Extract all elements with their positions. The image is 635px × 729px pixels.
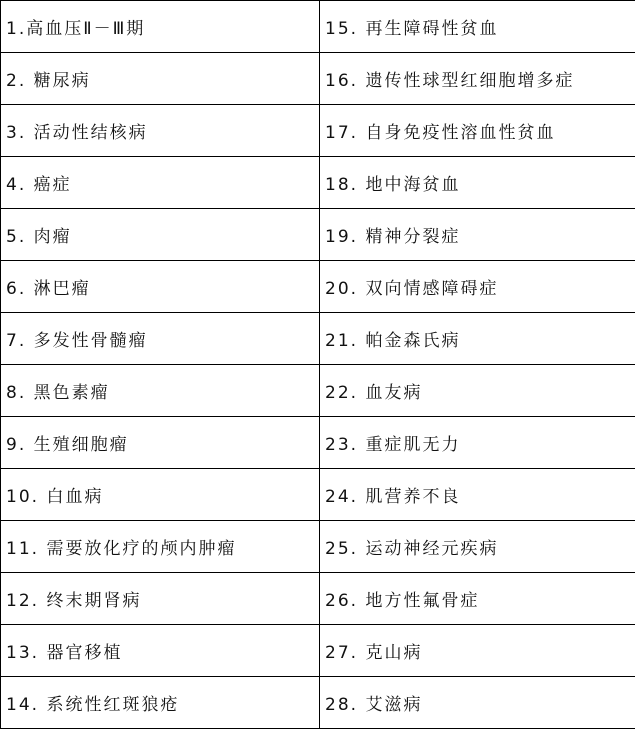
disease-cell: 27. 克山病 <box>320 625 635 677</box>
table-row <box>1 365 635 417</box>
table-row <box>1 313 635 365</box>
disease-cell: 19. 精神分裂症 <box>320 209 635 261</box>
table-row <box>1 677 635 729</box>
table-row <box>1 469 635 521</box>
disease-cell: 24. 肌营养不良 <box>320 469 635 521</box>
disease-cell: 6. 淋巴瘤 <box>1 261 320 313</box>
disease-cell: 25. 运动神经元疾病 <box>320 521 635 573</box>
disease-cell: 8. 黑色素瘤 <box>1 365 320 417</box>
disease-cell: 12. 终末期肾病 <box>1 573 320 625</box>
disease-cell: 26. 地方性氟骨症 <box>320 573 635 625</box>
disease-cell: 13. 器官移植 <box>1 625 320 677</box>
disease-cell: 28. 艾滋病 <box>320 677 635 729</box>
disease-cell: 3. 活动性结核病 <box>1 105 320 157</box>
table-row <box>1 573 635 625</box>
disease-cell: 15. 再生障碍性贫血 <box>320 1 635 53</box>
disease-cell: 7. 多发性骨髓瘤 <box>1 313 320 365</box>
disease-cell: 14. 系统性红斑狼疮 <box>1 677 320 729</box>
disease-cell: 17. 自身免疫性溶血性贫血 <box>320 105 635 157</box>
table-row <box>1 521 635 573</box>
disease-cell: 16. 遗传性球型红细胞增多症 <box>320 53 635 105</box>
table-row <box>1 157 635 209</box>
disease-cell: 21. 帕金森氏病 <box>320 313 635 365</box>
disease-cell: 4. 癌症 <box>1 157 320 209</box>
disease-cell: 5. 肉瘤 <box>1 209 320 261</box>
disease-cell: 9. 生殖细胞瘤 <box>1 417 320 469</box>
disease-cell: 18. 地中海贫血 <box>320 157 635 209</box>
table-row <box>1 261 635 313</box>
table-row <box>1 1 635 53</box>
disease-cell: 1.高血压Ⅱ－Ⅲ期 <box>1 1 320 53</box>
disease-cell: 20. 双向情感障碍症 <box>320 261 635 313</box>
table-row <box>1 417 635 469</box>
disease-cell: 11. 需要放化疗的颅内肿瘤 <box>1 521 320 573</box>
table-row <box>1 105 635 157</box>
disease-cell: 10. 白血病 <box>1 469 320 521</box>
disease-cell: 23. 重症肌无力 <box>320 417 635 469</box>
table-row <box>1 53 635 105</box>
table-row <box>1 625 635 677</box>
table-row <box>1 209 635 261</box>
disease-cell: 22. 血友病 <box>320 365 635 417</box>
disease-cell: 2. 糖尿病 <box>1 53 320 105</box>
